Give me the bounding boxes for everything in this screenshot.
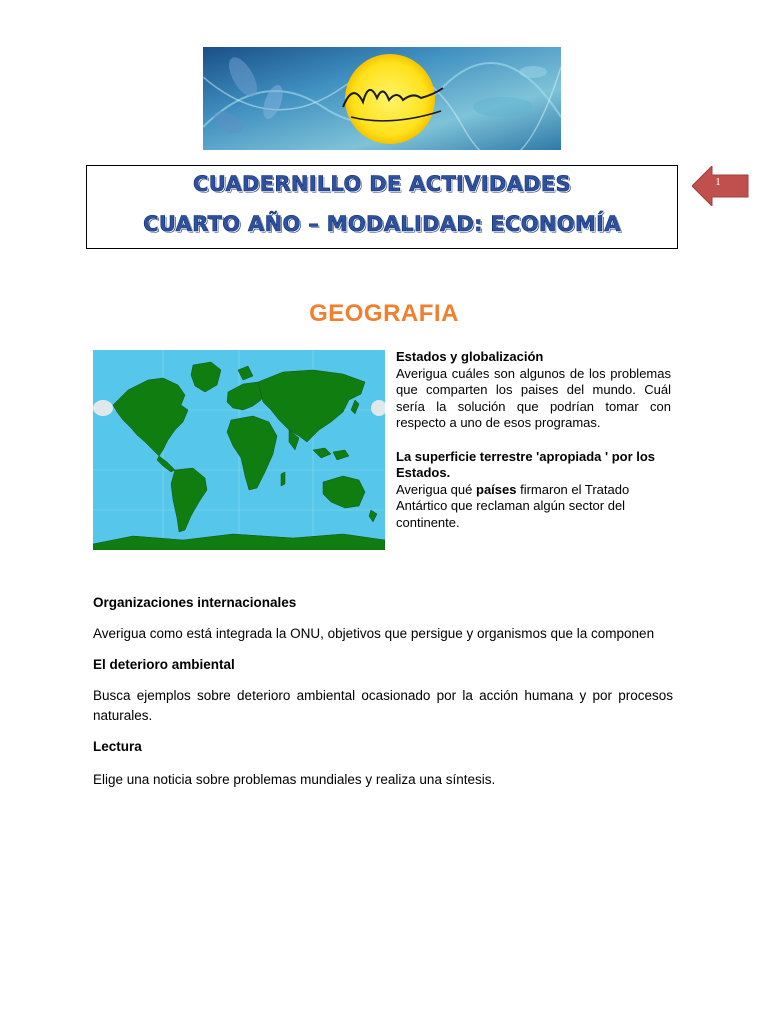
- school-logo-banner: [203, 47, 561, 150]
- world-map: [93, 350, 385, 550]
- section-text-deterioro: Busca ejemplos sobre deterioro ambiental ocasionado por la acción humana y por procesos naturales.: [93, 688, 673, 723]
- section-text-organizaciones: Averigua como está integrada la ONU, objetivos que persigue y organismos que la componen: [93, 626, 655, 641]
- subject-title: GEOGRAFIA: [309, 300, 459, 327]
- heading-text: Lectura: [93, 739, 142, 754]
- section-heading-deterioro: [93, 655, 673, 675]
- heading-text: El deterioro ambiental: [93, 657, 235, 672]
- school-logo: [203, 47, 561, 150]
- text-bold-part: países: [476, 481, 517, 497]
- document-subtitle: CUARTO AÑO – MODALIDAD: ECONOMÍA: [143, 212, 621, 236]
- title-box: [86, 165, 678, 249]
- side-column: [396, 349, 671, 531]
- section-text-lectura: Elige una noticia sobre problemas mundiales y realiza una síntesis.: [93, 772, 496, 787]
- text-part: Averigua qué: [396, 481, 476, 497]
- section-heading-organizaciones: [93, 593, 673, 613]
- document-title: CUADERNILLO DE ACTIVIDADES: [193, 172, 571, 196]
- section-text-superficie: [396, 482, 671, 532]
- text-part: firmaron el Tratado Antártico que reclaman algún sector del continente.: [396, 481, 630, 530]
- section-heading-estados: Estados y globalización: [396, 349, 544, 364]
- heading-text: Organizaciones internacionales: [93, 595, 297, 610]
- section-text-estados: Averigua cuáles son algunos de los problemas que comparten los paises del mundo. Cuál sería la solución que podrían tomar con respecto a uno de esos programas.: [396, 365, 671, 430]
- section-heading-lectura: [93, 737, 673, 757]
- section-heading-superficie: La superficie terrestre 'apropiada ' por los Estados.: [396, 448, 656, 480]
- page-number: 1: [715, 176, 721, 188]
